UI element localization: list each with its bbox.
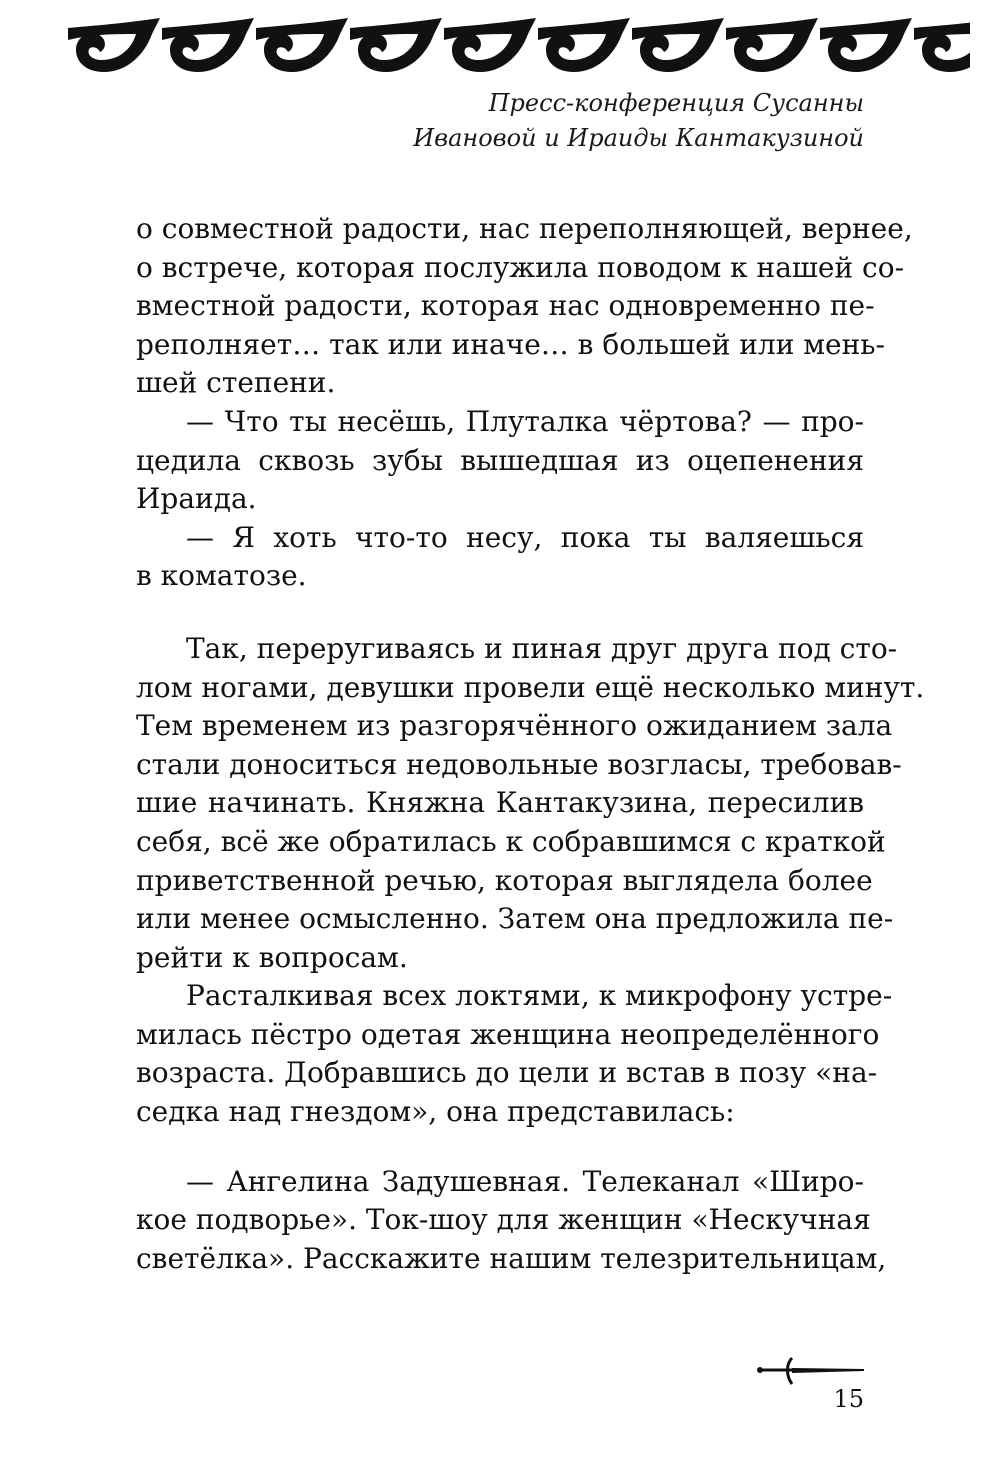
text-line: лом ногами, девушки провели ещё несколько минут. [136, 670, 925, 704]
text-line: стали доноситься недовольные возгласы, требовав- [136, 747, 902, 781]
wave-ornament-icon [68, 4, 970, 80]
text-line: себя, всё же обратилась к собравшимся с краткой [136, 824, 886, 858]
text-line: — Ангелина Задушевная. Телеканал «Широ- [186, 1164, 864, 1198]
text-line: возраста. Добравшись до цели и встав в позу «на- [136, 1056, 878, 1090]
text-line: Тем временем из разгорячённого ожиданием зала [136, 709, 893, 743]
text-line: о встрече, которая послужила поводом к нашей со- [136, 250, 905, 284]
text-line: светёлка». Расскажите нашим телезрительницам, [136, 1241, 887, 1275]
text-line: о совместной радости, нас переполняющей, вернее, [136, 212, 913, 245]
text-line: милась пёстро одетая женщина неопределённого [136, 1017, 880, 1051]
text-line: — Что ты несёшь, Плуталка чёртова? — про- [186, 404, 864, 438]
text-line: в коматозе. [136, 559, 307, 593]
text-line: — Я хоть что-то несу, пока ты валяешься [186, 520, 864, 554]
text-line: шие начинать. Княжна Кантакузина, пересилив [136, 786, 864, 820]
running-header-line-2: Ивановой и Ираиды Кантакузиной [413, 124, 864, 152]
sword-dash-icon [756, 1352, 868, 1388]
text-line: или менее осмысленно. Затем она предложила пе- [136, 902, 894, 936]
text-line: седка над гнездом», она представилась: [136, 1095, 735, 1129]
text-line: вместной радости, которая нас одновременно пе- [136, 289, 875, 323]
text-line: шей степени. [136, 366, 336, 400]
running-header-line-1: Пресс-конференция Сусанны [488, 89, 864, 117]
text-line: цедила сквозь зубы вышедшая из оцепенения [136, 443, 864, 477]
text-line: кое подворье». Ток-шоу для женщин «Нескучная [136, 1203, 871, 1237]
text-line: Ираида. [136, 482, 257, 516]
text-line: реполняет… так или иначе… в большей или мень- [136, 327, 885, 361]
text-line: приветственной речью, которая выглядела более [136, 863, 873, 897]
page-number: 15 [833, 1385, 864, 1413]
text-line: рейти к вопросам. [136, 940, 408, 974]
running-header [264, 86, 864, 156]
text-line: Так, переругиваясь и пиная друг друга под сто- [186, 631, 898, 665]
text-line: Расталкивая всех локтями, к микрофону устре- [186, 979, 893, 1013]
body-text [136, 210, 925, 1278]
